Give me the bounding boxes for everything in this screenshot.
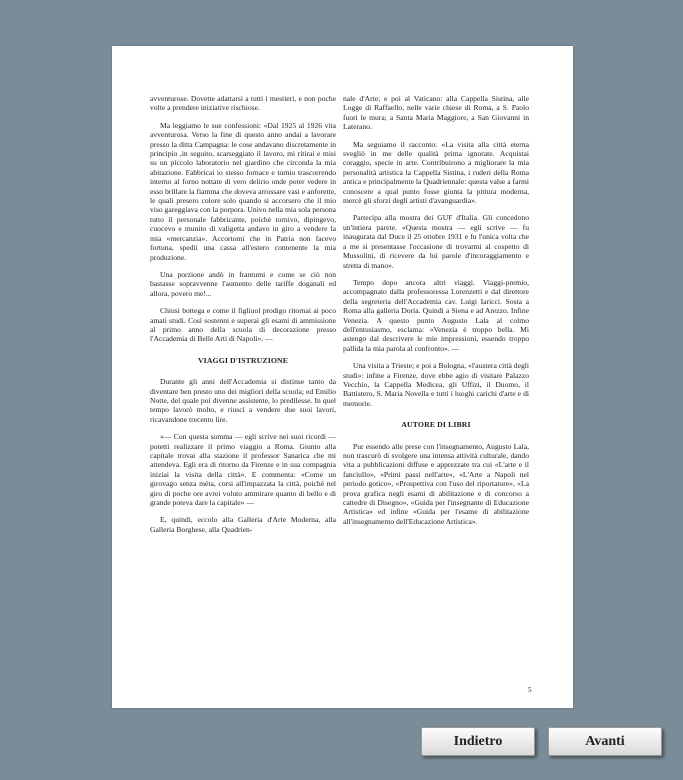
paragraph: nale d'Arte; e poi al Vaticano: alla Cappella Sistina, alle Logge di Raffaello, nelle varie chiese di Roma, a S. Paolo fuori le mura; a Santa Maria Maggiore, a San Giovanni in Laterano.: [343, 94, 529, 132]
paragraph: Una porzione andò in frantumi e come se ciò non bastasse sopravvenne l'aumento delle tariffe doganali ed allora, povero me!...: [150, 269, 336, 298]
paragraph: avventurose. Dovette adattarsi a tutti i mestieri, e non poche volte a prendere iniziative rischiose.: [150, 94, 336, 113]
paragraph: «— Con questa somma — egli scrive nei suoi ricordi — potetti realizzare il primo viaggio a Roma. Giunto alla capitale trovai alla stazione il professor Sanarica che mi attendeva. Egli era di ritorno da Firenze e in sua compagnia iniziai la visita della città». E commenta: «Come un girovago senza mèta, corsi all'impazzata la città, poichè nel giro di poche ore avrei voluto ammirare quanto di bello e di grande poteva dare la capitale» —: [150, 432, 336, 508]
paragraph: Ma leggiamo le sue confessioni: «Dal 1925 al 1926 vita avventurosa. Verso la fine di questo anno andai a lavorare presso la ditta Campagna: le cose andavano discretamente in principio ,in seguito, scarseggiato il lavoro, mi ritirai e misi su un piccolo laboratorio nel giardino che circonda la mia abitazione. Fabbricai io stesso fornace e tornio trascorrendo interno al forno nottate di vero delirio onde poter vedere in esso brillare la fiamma che doveva arrossare vasi e anforette, le quali presero colore solo quando si accorsero che il mio viso gareggiava con la porpora. Univo nella mia sola persona tutto il personale fabbricante, poichè tornivo, dipingevo, cuocevo e munito di valigetta andavo in giro a vendere la mia «mercanzia». Accortomi che in Patria non facevo fortuna, spedii una cassa all'estero contenente la mia produzione.: [150, 120, 336, 262]
next-button[interactable]: Avanti: [548, 727, 662, 756]
paragraph: Durante gli anni dell'Accademia si distinse tanto da diventare ben presto uno dei migliori della scuola; ed Emilio Notte, del quale poi divenne assistente, lo predilesse. In quel tempo lavorò molto, e riuscì a vendere due suoi lavori, ricavandone trecento lire.: [150, 377, 336, 424]
right-text-column: [343, 94, 529, 534]
left-text-column: [150, 94, 336, 542]
back-button[interactable]: Indietro: [421, 727, 535, 756]
paragraph: Partecipa alla mostra dei GUF d'Italia. Gli concedono un'intiera parete. «Questa mostra — egli scrive — fu inaugurata dal Duce il 25 ottobre 1931 e fu l'unica volta che a me si presentasse l'occasione di trovarmi al cospetto di Mussolini, di ricevere da lui parole d'incoraggiamento e stretta di mano».: [343, 213, 529, 270]
document-page: [112, 46, 573, 708]
paragraph: Una visita a Trieste; e poi a Bologna, «l'austera città degli studi»: infine a Firenze, dove ebbe agio di visitare Palazzo Vecchio, la Cappella Medicea, gli Uffizi, il Duomo, il Battistero, S. Maria Novella e tutti i luoghi carichi d'arte e di memorie.: [343, 361, 529, 408]
page-number: 5: [528, 686, 532, 694]
paragraph: E, quindi, eccolo alla Galleria d'Arte Moderna, alla Galleria Borghese, alla Quadrien-: [150, 515, 336, 534]
paragraph: Chiusi bottega e come il figliuol prodigo ritornai ai poco amati studi. Così sostenni e superai gli esami di ammissione al primo anno della scuola di decorazione presso l'Accademia di Belle Arti di Napoli». —: [150, 306, 336, 344]
section-heading: AUTORE DI LIBRI: [401, 420, 471, 430]
paragraph: Ma seguiamo il racconto: «La visita alla città eterna svegliò in me delle qualità prima ignorate. Acquistai coraggio, specie in arte. Contribuirono a migliorare la mia personalità artistica la Cappella Sistina, i ruderi della Roma antica e principalmente la Quadriennale: questa valse a farmi conoscere a qual punto fosse giunta la pittura moderna, mercè gli sforzi degli artisti d'avanguardia».: [343, 139, 529, 206]
paragraph: Tempo dopo ancora altri viaggi. Viaggi-premio, accompagnato dalla professoressa Lorenzetti e dal direttore della segreteria dell'Accademia cav. Luigi Iaricci. Sosta a Roma alla galleria Doria. Quindi a Siena e ad Arezzo. Infine Venezia. A questo punto Augusto Lala al colmo dell'entusiasmo, esclama: «Venezia è troppo bella. Mi astengo dal descrivere le mie impressioni, essendo troppo pallida la mia parola al confronto». —: [343, 277, 529, 353]
section-heading: VIAGGI D'ISTRUZIONE: [197, 355, 289, 365]
paragraph: Pur essendo alle prese con l'insegnamento, Augusto Lala, non trascurò di svolgere una intensa attività culturale, dando vita a pubblicazioni diffuse e apprezzate tra cui «L'arte e il fanciullo», «Primi passi nell'arte», «L'Arte a Napoli nel periodo gotico», «Prospettiva con l'uso del riportatore», «La prova grafica negli esami di abilitazione e di concorso a cattedre di Disegno», «Guida per l'insegnante di Educazione Artistica» ed infine «Guida per l'esame di abilitazione all'insegnamento dell'Educazione Artistica».: [343, 441, 529, 526]
